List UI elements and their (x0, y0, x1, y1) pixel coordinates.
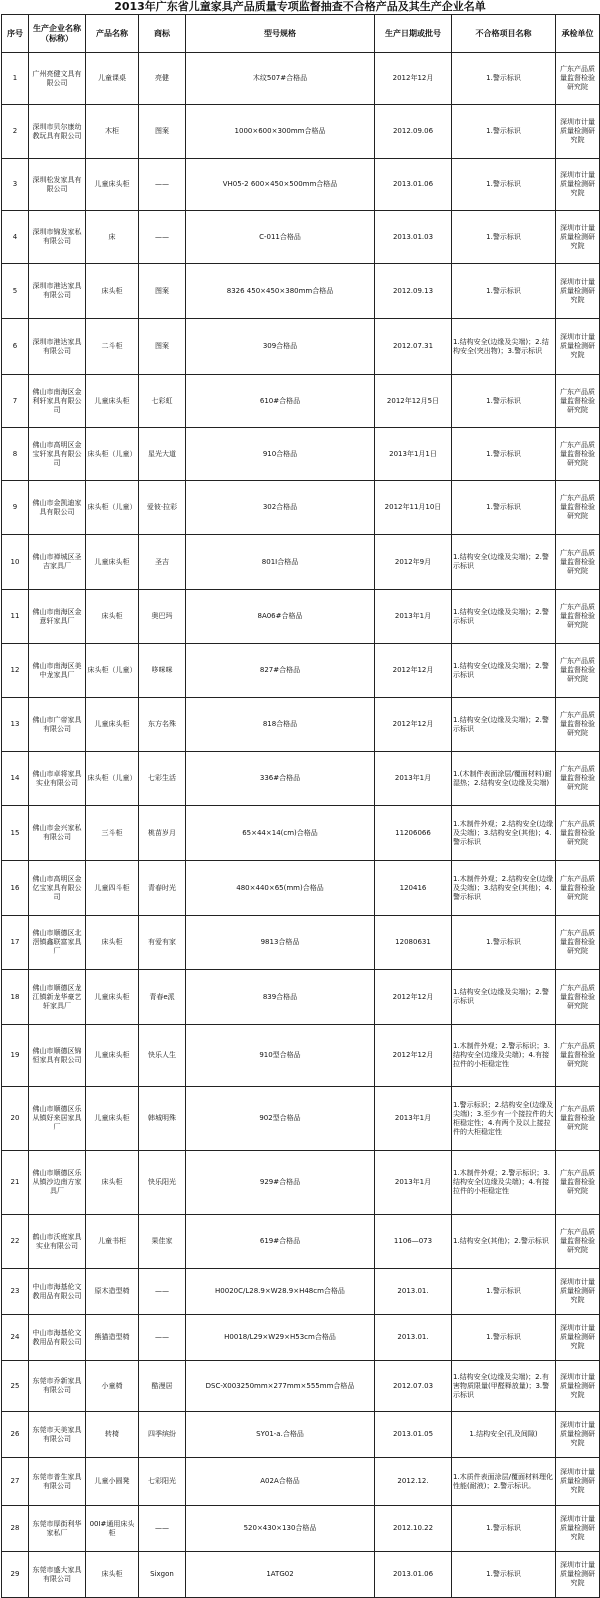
cell-seq: 26 (2, 1412, 29, 1458)
cell-lab: 广东产品质量监督检验研究院 (556, 590, 600, 644)
cell-date: 2013年1月 (375, 1087, 452, 1151)
cell-brand: 爱彼·拉彩 (139, 481, 186, 535)
cell-company: 佛山市南海区美中龙家具厂 (29, 644, 86, 698)
cell-model: 8326 450×450×380mm合格品 (186, 264, 375, 319)
cell-product: 二斗柜 (86, 319, 139, 375)
cell-seq: 16 (2, 861, 29, 916)
cell-company: 鹤山市沃庭家具实业有限公司 (29, 1215, 86, 1269)
cell-company: 佛山市金凯迪家具有限公司 (29, 481, 86, 535)
cell-date: 2013.01.06 (375, 1552, 452, 1598)
cell-date: 2013.01.03 (375, 211, 452, 264)
cell-seq: 13 (2, 698, 29, 752)
cell-lab: 广东产品质量监督检验研究院 (556, 806, 600, 861)
cell-brand: 桃苗岁月 (139, 806, 186, 861)
header-company: 生产企业名称（标称） (29, 15, 86, 53)
cell-lab: 广东产品质量监督检验研究院 (556, 970, 600, 1025)
cell-lab: 深圳市计量质量检测研究院 (556, 1552, 600, 1598)
cell-failed-items: 1.(木制件表面涂层/覆面材料)耐湿热；2.结构安全(边缘及尖端) (452, 752, 556, 806)
cell-brand: 七彩生活 (139, 752, 186, 806)
cell-date: 2012.09.13 (375, 264, 452, 319)
cell-failed-items: 1.警示标识 (452, 916, 556, 970)
cell-lab: 深圳市计量质量检测研究院 (556, 1412, 600, 1458)
cell-date: 2012.12. (375, 1458, 452, 1506)
cell-date: 2012年12月 (375, 644, 452, 698)
cell-brand: 七彩阳光 (139, 1458, 186, 1506)
cell-brand: 东方名殊 (139, 698, 186, 752)
cell-failed-items: 1.警示标识 (452, 428, 556, 481)
header-seq: 序号 (2, 15, 29, 53)
table-row (2, 159, 600, 211)
nonconforming-products-table (1, 14, 600, 1598)
cell-failed-items: 1.结构安全(孔及间隙) (452, 1412, 556, 1458)
cell-company: 深圳松发家具有限公司 (29, 159, 86, 211)
cell-company: 佛山市顺德区乐从镇沙边南方家具厂 (29, 1151, 86, 1215)
cell-model: VH05-2 600×450×500mm合格品 (186, 159, 375, 211)
cell-brand: 青春时光 (139, 861, 186, 916)
cell-model: 65×44×14(cm)合格品 (186, 806, 375, 861)
cell-model: 520×430×130合格品 (186, 1506, 375, 1552)
cell-seq: 27 (2, 1458, 29, 1506)
table-row (2, 105, 600, 159)
cell-company: 佛山市高明区金宝轩家具有限公司 (29, 428, 86, 481)
cell-failed-items: 1.结构安全(其他)；2.警示标识 (452, 1215, 556, 1269)
cell-date: 2012年12月 (375, 53, 452, 105)
cell-seq: 29 (2, 1552, 29, 1598)
cell-company: 东莞市厚街利华家私厂 (29, 1506, 86, 1552)
cell-brand: 有爱有家 (139, 916, 186, 970)
cell-product: 儿童四斗柜 (86, 861, 139, 916)
cell-brand: 哆咪咪 (139, 644, 186, 698)
cell-brand: 韩城明殊 (139, 1087, 186, 1151)
cell-lab: 深圳市计量质量检测研究院 (556, 319, 600, 375)
cell-model: SY01-a.合格品 (186, 1412, 375, 1458)
cell-failed-items: 1.木制件外观；2.警示标识；3.结构安全(边缘及尖端)；4.有接拉件的小柜稳定性 (452, 1025, 556, 1087)
cell-company: 佛山市顺德区乐从镇好来居家具厂 (29, 1087, 86, 1151)
cell-date: 2012.10.22 (375, 1506, 452, 1552)
cell-lab: 深圳市计量质量检测研究院 (556, 1506, 600, 1552)
cell-lab: 广东产品质量监督检验研究院 (556, 535, 600, 590)
cell-brand: 果佳家 (139, 1215, 186, 1269)
cell-product: 儿童床头柜 (86, 1087, 139, 1151)
cell-lab: 广东产品质量监督检验研究院 (556, 752, 600, 806)
cell-product: 儿童书柜 (86, 1215, 139, 1269)
cell-seq: 28 (2, 1506, 29, 1552)
cell-model: A02A合格品 (186, 1458, 375, 1506)
table-row (2, 211, 600, 264)
cell-seq: 2 (2, 105, 29, 159)
cell-company: 东莞市盛大家具有限公司 (29, 1552, 86, 1598)
cell-brand: 七彩虹 (139, 375, 186, 428)
cell-seq: 9 (2, 481, 29, 535)
cell-product: 儿童小圆凳 (86, 1458, 139, 1506)
cell-product: 转椅 (86, 1412, 139, 1458)
cell-failed-items: 1.警示标识 (452, 105, 556, 159)
cell-brand: 快乐人生 (139, 1025, 186, 1087)
cell-failed-items: 1.结构安全(边缘及尖端)；2.有害物质限量(甲醛释放量)；3.警示标识 (452, 1361, 556, 1412)
cell-model: 910合格品 (186, 428, 375, 481)
table-row (2, 375, 600, 428)
cell-model: 827#合格品 (186, 644, 375, 698)
cell-company: 佛山市顺德区北滘镇鑫联富家具厂 (29, 916, 86, 970)
header-lab: 承检单位 (556, 15, 600, 53)
table-row (2, 1458, 600, 1506)
cell-product: 床头柜（儿童） (86, 644, 139, 698)
table-row (2, 861, 600, 916)
table-row (2, 1552, 600, 1598)
cell-brand: 图案 (139, 105, 186, 159)
page-title: 2013年广东省儿童家具产品质量专项监督抽查不合格产品及其生产企业名单 (114, 0, 486, 13)
cell-brand: —— (139, 1269, 186, 1315)
cell-product: 小童椅 (86, 1361, 139, 1412)
cell-model: 818合格品 (186, 698, 375, 752)
cell-product: 床头柜 (86, 916, 139, 970)
cell-lab: 深圳市计量质量检测研究院 (556, 211, 600, 264)
header-brand: 商标 (139, 15, 186, 53)
cell-failed-items: 1.结构安全(边缘及尖端)；2.警示标识 (452, 698, 556, 752)
cell-product: 儿童床头柜 (86, 1025, 139, 1087)
cell-model: H0020C/L28.9×W28.9×H48cm合格品 (186, 1269, 375, 1315)
cell-company: 东莞市天美家具有限公司 (29, 1412, 86, 1458)
cell-lab: 深圳市计量质量检测研究院 (556, 159, 600, 211)
cell-failed-items: 1.结构安全(边缘及尖端)；2.警示标识 (452, 590, 556, 644)
cell-seq: 25 (2, 1361, 29, 1412)
cell-date: 120416 (375, 861, 452, 916)
table-row (2, 916, 600, 970)
cell-lab: 广东产品质量监督检验研究院 (556, 375, 600, 428)
table-row (2, 1151, 600, 1215)
cell-date: 2013年1月 (375, 752, 452, 806)
cell-date: 2013.01.06 (375, 159, 452, 211)
cell-lab: 广东产品质量监督检验研究院 (556, 1087, 600, 1151)
cell-brand: 图案 (139, 319, 186, 375)
cell-model: 929#合格品 (186, 1151, 375, 1215)
cell-seq: 20 (2, 1087, 29, 1151)
cell-company: 佛山市顺德区龙江镇新龙华豪艺轩家具厂 (29, 970, 86, 1025)
cell-failed-items: 1.警示标识 (452, 159, 556, 211)
cell-failed-items: 1.警示标识 (452, 1269, 556, 1315)
cell-brand: —— (139, 159, 186, 211)
table-row (2, 1269, 600, 1315)
cell-date: 11206066 (375, 806, 452, 861)
cell-product: 00I#通用床头柜 (86, 1506, 139, 1552)
cell-model: 9813合格品 (186, 916, 375, 970)
cell-brand: 奥巴玛 (139, 590, 186, 644)
cell-failed-items: 1.结构安全(边缘及尖端)；2.警示标识 (452, 970, 556, 1025)
table-row (2, 1025, 600, 1087)
table-row (2, 319, 600, 375)
cell-model: 336#合格品 (186, 752, 375, 806)
cell-model: 610#合格品 (186, 375, 375, 428)
cell-company: 深圳市锦发家私有限公司 (29, 211, 86, 264)
cell-product: 三斗柜 (86, 806, 139, 861)
cell-company: 佛山市顺德区锦恒家具有限公司 (29, 1025, 86, 1087)
cell-failed-items: 1.木制件外观；2.警示标识；3.结构安全(边缘及尖端)；4.有接拉件的小柜稳定性 (452, 1151, 556, 1215)
table-row (2, 806, 600, 861)
cell-lab: 广东产品质量监督检验研究院 (556, 861, 600, 916)
cell-model: 1ATG02 (186, 1552, 375, 1598)
cell-company: 东莞市乔新家具有限公司 (29, 1361, 86, 1412)
cell-date: 2012.07.03 (375, 1361, 452, 1412)
cell-seq: 12 (2, 644, 29, 698)
header-product: 产品名称 (86, 15, 139, 53)
cell-seq: 15 (2, 806, 29, 861)
cell-date: 2013.01. (375, 1315, 452, 1361)
cell-seq: 17 (2, 916, 29, 970)
cell-seq: 6 (2, 319, 29, 375)
cell-brand: 酷漫居 (139, 1361, 186, 1412)
cell-model: C-011合格品 (186, 211, 375, 264)
cell-date: 2012年11月10日 (375, 481, 452, 535)
header-failed-items: 不合格项目名称 (452, 15, 556, 53)
header-date: 生产日期或批号 (375, 15, 452, 53)
cell-date: 2012年9月 (375, 535, 452, 590)
cell-company: 佛山市高明区金亿宝家具有限公司 (29, 861, 86, 916)
cell-lab: 广东产品质量监督检验研究院 (556, 644, 600, 698)
cell-seq: 14 (2, 752, 29, 806)
cell-failed-items: 1.木制件外观；2.结构安全(边缘及尖端)；3.结构安全(其他)；4.警示标识 (452, 806, 556, 861)
cell-failed-items: 1.木质件表面涂层/覆面材料理化性能(耐液)；2.警示标识。 (452, 1458, 556, 1506)
table-row (2, 1361, 600, 1412)
table-row (2, 1215, 600, 1269)
cell-company: 佛山市卓将家具实业有限公司 (29, 752, 86, 806)
table-header-row (2, 15, 600, 53)
cell-failed-items: 1.警示标识 (452, 211, 556, 264)
cell-failed-items: 1.警示标识 (452, 264, 556, 319)
cell-brand: —— (139, 211, 186, 264)
cell-failed-items: 1.木制件外观；2.结构安全(边缘及尖端)；3.结构安全(其他)；4.警示标识 (452, 861, 556, 916)
cell-failed-items: 1.结构安全(边缘及尖端)；2.警示标识 (452, 535, 556, 590)
cell-model: 480×440×65(mm)合格品 (186, 861, 375, 916)
table-row (2, 53, 600, 105)
cell-failed-items: 1.警示标识 (452, 1552, 556, 1598)
cell-failed-items: 1.结构安全(边缘及尖端)；2.警示标识 (452, 644, 556, 698)
cell-failed-items: 1.警示标识 (452, 53, 556, 105)
cell-seq: 7 (2, 375, 29, 428)
cell-seq: 19 (2, 1025, 29, 1087)
cell-brand: 星光大道 (139, 428, 186, 481)
table-row (2, 644, 600, 698)
cell-lab: 广东产品质量监督检验研究院 (556, 698, 600, 752)
table-row (2, 1412, 600, 1458)
table-row (2, 1506, 600, 1552)
cell-date: 2012.07.31 (375, 319, 452, 375)
cell-lab: 深圳市计量质量检测研究院 (556, 1458, 600, 1506)
cell-product: 床头柜（儿童） (86, 481, 139, 535)
cell-date: 1106—073 (375, 1215, 452, 1269)
cell-lab: 深圳市计量质量检测研究院 (556, 1269, 600, 1315)
header-model: 型号规格 (186, 15, 375, 53)
cell-seq: 10 (2, 535, 29, 590)
cell-date: 2013年1月 (375, 1151, 452, 1215)
cell-model: 619#合格品 (186, 1215, 375, 1269)
cell-failed-items: 1.警示标识 (452, 1506, 556, 1552)
table-row (2, 264, 600, 319)
cell-seq: 8 (2, 428, 29, 481)
cell-product: 熊猫造型椅 (86, 1315, 139, 1361)
cell-lab: 广东产品质量监督检验研究院 (556, 428, 600, 481)
table-row (2, 590, 600, 644)
cell-date: 2013.01. (375, 1269, 452, 1315)
cell-failed-items: 1.警示标识 (452, 481, 556, 535)
cell-seq: 3 (2, 159, 29, 211)
cell-seq: 1 (2, 53, 29, 105)
cell-seq: 22 (2, 1215, 29, 1269)
cell-lab: 深圳市计量质量检测研究院 (556, 1315, 600, 1361)
cell-seq: 18 (2, 970, 29, 1025)
table-body (2, 53, 600, 1598)
cell-model: 309合格品 (186, 319, 375, 375)
cell-brand: 图案 (139, 264, 186, 319)
cell-date: 2012年12月 (375, 970, 452, 1025)
cell-brand: —— (139, 1506, 186, 1552)
cell-company: 深圳市港达家具有限公司 (29, 319, 86, 375)
cell-date: 2013年1月 (375, 590, 452, 644)
cell-date: 2013年1月1日 (375, 428, 452, 481)
cell-product: 木柜 (86, 105, 139, 159)
cell-date: 12080631 (375, 916, 452, 970)
cell-company: 佛山市金兴家私有限公司 (29, 806, 86, 861)
table-row (2, 1087, 600, 1151)
cell-model: 302合格品 (186, 481, 375, 535)
table-row (2, 1315, 600, 1361)
cell-model: 910型合格品 (186, 1025, 375, 1087)
cell-product: 床头柜 (86, 590, 139, 644)
cell-model: 1000×600×300mm合格品 (186, 105, 375, 159)
cell-failed-items: 1.警示标识 (452, 375, 556, 428)
cell-lab: 深圳市计量质量检测研究院 (556, 1361, 600, 1412)
cell-product: 床头柜 (86, 1151, 139, 1215)
cell-product: 床头柜（儿童） (86, 752, 139, 806)
cell-company: 深圳市港达家具有限公司 (29, 264, 86, 319)
cell-lab: 广东产品质量监督检验研究院 (556, 481, 600, 535)
cell-lab: 广东产品质量监督检验研究院 (556, 1025, 600, 1087)
cell-date: 2012.09.06 (375, 105, 452, 159)
cell-company: 佛山市禅城区圣吉家具厂 (29, 535, 86, 590)
cell-model: 801I合格品 (186, 535, 375, 590)
cell-lab: 广东产品质量监督检验研究院 (556, 916, 600, 970)
table-row (2, 698, 600, 752)
cell-company: 深圳市贝尔康幼教玩具有限公司 (29, 105, 86, 159)
cell-product: 床头柜（儿童） (86, 428, 139, 481)
cell-brand: 青春e派 (139, 970, 186, 1025)
cell-seq: 24 (2, 1315, 29, 1361)
cell-date: 2012年12月 (375, 698, 452, 752)
cell-seq: 4 (2, 211, 29, 264)
cell-date: 2012年12月5日 (375, 375, 452, 428)
cell-brand: —— (139, 1315, 186, 1361)
cell-model: DSC-X003250mm×277mm×555mm合格品 (186, 1361, 375, 1412)
cell-brand: 圣吉 (139, 535, 186, 590)
cell-seq: 21 (2, 1151, 29, 1215)
table-row (2, 428, 600, 481)
cell-company: 中山市海基伦文教用品有限公司 (29, 1315, 86, 1361)
cell-product: 床头柜 (86, 264, 139, 319)
table-row (2, 970, 600, 1025)
cell-lab: 广东产品质量监督检验研究院 (556, 53, 600, 105)
cell-product: 儿童床头柜 (86, 375, 139, 428)
cell-company: 广州亮健文具有限公司 (29, 53, 86, 105)
cell-company: 东莞市普生家具有限公司 (29, 1458, 86, 1506)
cell-product: 原木造型椅 (86, 1269, 139, 1315)
cell-brand: 快乐阳光 (139, 1151, 186, 1215)
cell-failed-items: 1.警示标识；2.结构安全(边缘及尖端)；3.至少有一个接拉件的大柜稳定性；4.有两个及以上接拉件的大柜稳定性 (452, 1087, 556, 1151)
cell-model: 839合格品 (186, 970, 375, 1025)
cell-company: 佛山市南海区金意轩家具厂 (29, 590, 86, 644)
cell-lab: 深圳市计量质量检测研究院 (556, 105, 600, 159)
cell-product: 儿童床头柜 (86, 970, 139, 1025)
cell-brand: 亮健 (139, 53, 186, 105)
cell-lab: 广东产品质量监督检验研究院 (556, 1215, 600, 1269)
cell-brand: Sixgon (139, 1552, 186, 1598)
cell-seq: 23 (2, 1269, 29, 1315)
table-row (2, 752, 600, 806)
cell-lab: 深圳市计量质量检测研究院 (556, 264, 600, 319)
cell-failed-items: 1.警示标识 (452, 1315, 556, 1361)
cell-product: 儿童床头柜 (86, 159, 139, 211)
cell-product: 儿童床头柜 (86, 535, 139, 590)
cell-date: 2012年12月 (375, 1025, 452, 1087)
cell-company: 佛山市南海区金利轩家具有限公司 (29, 375, 86, 428)
cell-product: 儿童课桌 (86, 53, 139, 105)
cell-failed-items: 1.结构安全(边缘及尖端)；2.结构安全(突出物)；3.警示标识 (452, 319, 556, 375)
cell-lab: 广东产品质量监督检验研究院 (556, 1151, 600, 1215)
cell-product: 床 (86, 211, 139, 264)
table-row (2, 535, 600, 590)
cell-company: 佛山市广帝家具有限公司 (29, 698, 86, 752)
cell-brand: 四季缤纷 (139, 1412, 186, 1458)
cell-model: 木纹507#合格品 (186, 53, 375, 105)
cell-company: 中山市海基伦文教用品有限公司 (29, 1269, 86, 1315)
cell-model: 8A06#合格品 (186, 590, 375, 644)
cell-seq: 11 (2, 590, 29, 644)
cell-date: 2013.01.05 (375, 1412, 452, 1458)
cell-model: H0018/L29×W29×H53cm合格品 (186, 1315, 375, 1361)
table-row (2, 481, 600, 535)
cell-model: 902型合格品 (186, 1087, 375, 1151)
cell-product: 儿童床头柜 (86, 698, 139, 752)
cell-product: 床头柜 (86, 1552, 139, 1598)
cell-seq: 5 (2, 264, 29, 319)
